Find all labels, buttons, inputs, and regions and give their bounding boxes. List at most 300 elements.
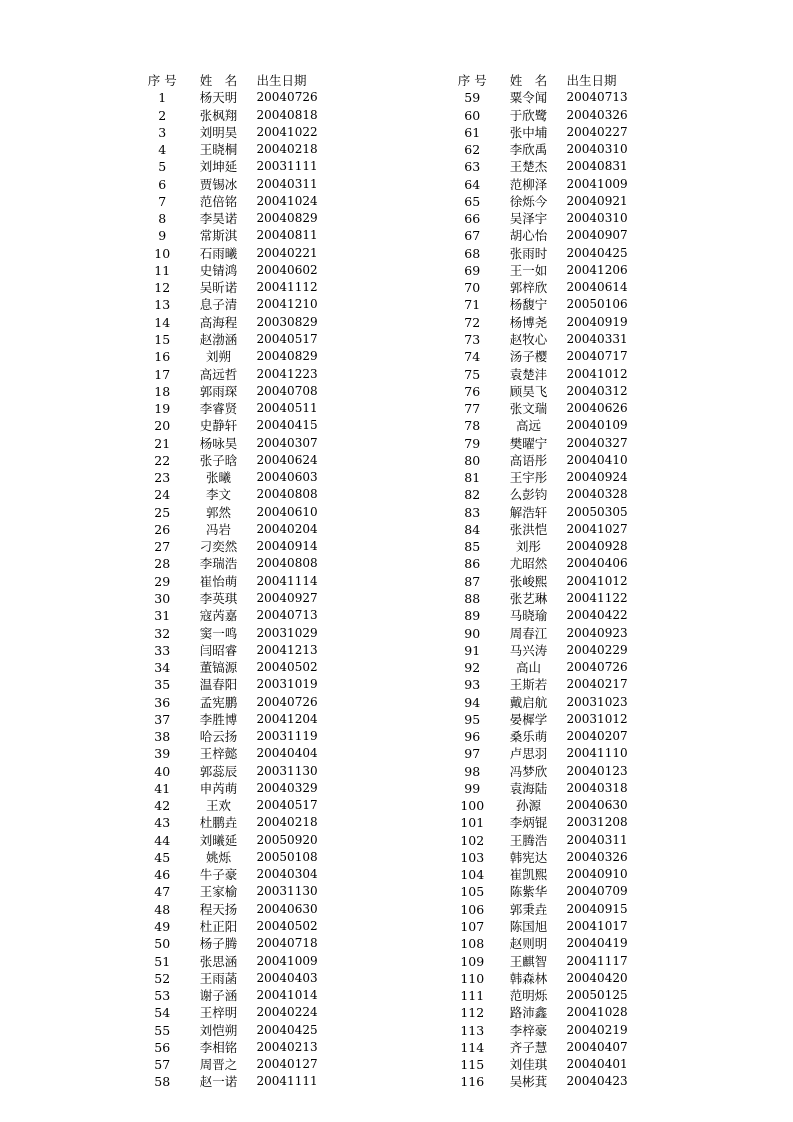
row-birthdate: 20031029	[256, 625, 318, 640]
row-number: 21	[154, 435, 171, 451]
row-birthdate: 20040420	[566, 970, 628, 985]
row-birthdate: 20040229	[566, 642, 628, 657]
row-number: 6	[158, 176, 167, 192]
table-row	[138, 1056, 338, 1073]
table-row	[138, 210, 338, 227]
row-name: 王宇彤	[509, 470, 548, 486]
row-number: 103	[460, 849, 485, 865]
row-number: 58	[154, 1074, 171, 1090]
row-birthdate: 20040726	[256, 694, 318, 709]
row-birthdate: 20041012	[566, 573, 628, 588]
row-birthdate: 20040331	[566, 331, 628, 346]
row-birthdate: 20041009	[256, 953, 318, 968]
row-number: 116	[460, 1074, 485, 1090]
row-number: 62	[464, 142, 481, 158]
row-name: 王晓桐	[199, 142, 238, 158]
row-name: 张思涵	[199, 953, 238, 969]
row-number: 115	[460, 1057, 485, 1073]
row-birthdate: 20040204	[256, 521, 318, 536]
row-name: 卢思羽	[509, 746, 548, 762]
row-birthdate: 20040224	[256, 1005, 318, 1020]
row-name: 赵则明	[509, 936, 548, 952]
row-number: 47	[154, 884, 171, 900]
row-name: 晏樨学	[509, 711, 548, 727]
row-name: 吴昕诺	[199, 280, 238, 296]
row-name: 冯梦欣	[509, 763, 548, 779]
row-name: 窦一鸣	[199, 625, 238, 641]
table-row	[138, 1073, 338, 1090]
row-birthdate: 20040329	[256, 780, 318, 795]
row-name: 郭蕊辰	[199, 763, 238, 779]
row-name: 陈紫华	[509, 884, 548, 900]
row-number: 76	[464, 383, 481, 399]
row-number: 45	[154, 849, 171, 865]
row-number: 53	[154, 988, 171, 1004]
row-name: 于欣鹭	[509, 107, 548, 123]
row-number: 107	[460, 919, 485, 935]
header-num: 序 号	[147, 73, 177, 88]
row-birthdate: 20040928	[566, 539, 628, 554]
table-row	[138, 797, 338, 814]
table-row	[138, 107, 338, 124]
row-number: 91	[464, 642, 481, 658]
row-number: 8	[158, 211, 167, 227]
row-birthdate: 20031130	[256, 884, 318, 899]
row-birthdate: 20040318	[566, 780, 628, 795]
row-birthdate: 20041117	[566, 953, 628, 968]
table-row	[138, 141, 338, 158]
row-name: 闫昭睿	[199, 642, 238, 658]
row-name: 吴泽宇	[509, 211, 548, 227]
table-row	[448, 521, 648, 538]
row-name: 胡心怡	[509, 228, 548, 244]
row-birthdate: 20040713	[256, 608, 318, 623]
row-name: 王腾浩	[509, 832, 548, 848]
table-row	[138, 814, 338, 831]
table-row	[138, 676, 338, 693]
row-name: 汤子樱	[509, 349, 548, 365]
row-birthdate: 20031023	[566, 694, 628, 709]
row-number: 88	[464, 590, 481, 606]
row-name: 张洪恺	[509, 521, 548, 537]
table-row	[138, 366, 338, 383]
row-birthdate: 20040923	[566, 625, 628, 640]
table-row	[448, 659, 648, 676]
table-row	[138, 504, 338, 521]
row-name: 杨天明	[199, 90, 238, 106]
row-birthdate: 20041114	[256, 573, 318, 588]
row-birthdate: 20041110	[566, 746, 628, 761]
row-name: 孟宪鹏	[199, 694, 238, 710]
row-birthdate: 20040410	[566, 452, 628, 467]
row-name: 周晋之	[199, 1057, 238, 1073]
table-row	[138, 866, 338, 883]
table-row	[138, 555, 338, 572]
header-num: 序 号	[457, 73, 487, 88]
left-column	[138, 72, 338, 1091]
row-birthdate: 20040304	[256, 867, 318, 882]
table-row	[138, 176, 338, 193]
row-number: 49	[154, 919, 171, 935]
row-name: 马兴涛	[509, 642, 548, 658]
table-row	[448, 728, 648, 745]
row-name: 王家榆	[199, 884, 238, 900]
row-name: 张曦	[206, 470, 232, 486]
table-row	[448, 435, 648, 452]
table-row	[448, 814, 648, 831]
table-row	[448, 210, 648, 227]
table-row	[448, 694, 648, 711]
row-number: 54	[154, 1005, 171, 1021]
row-number: 93	[464, 677, 481, 693]
row-birthdate: 20041009	[566, 176, 628, 191]
row-number: 95	[464, 711, 481, 727]
row-number: 20	[154, 418, 171, 434]
row-birthdate: 20040718	[256, 936, 318, 951]
row-name: 哈云扬	[199, 729, 238, 745]
row-name: 王麒智	[509, 953, 548, 969]
row-number: 106	[460, 901, 485, 917]
row-name: 李炳锟	[509, 815, 548, 831]
row-birthdate: 20040907	[566, 228, 628, 243]
row-birthdate: 20041024	[256, 193, 318, 208]
row-number: 99	[464, 780, 481, 796]
row-number: 38	[154, 729, 171, 745]
table-row	[138, 935, 338, 952]
row-name: 冯岩	[206, 521, 232, 537]
table-row	[448, 417, 648, 434]
row-number: 14	[154, 314, 171, 330]
row-number: 5	[158, 159, 167, 175]
row-number: 32	[154, 625, 171, 641]
row-birthdate: 20031119	[256, 729, 318, 744]
row-name: 张中埔	[509, 124, 548, 140]
row-number: 75	[464, 366, 481, 382]
row-birthdate: 20031111	[256, 159, 318, 174]
row-number: 112	[460, 1005, 485, 1021]
row-number: 81	[464, 470, 481, 486]
row-number: 68	[464, 245, 481, 261]
row-name: 顾昊飞	[509, 383, 548, 399]
table-row	[448, 158, 648, 175]
row-number: 56	[154, 1039, 171, 1055]
row-number: 85	[464, 539, 481, 555]
row-number: 26	[154, 521, 171, 537]
row-name: 周春江	[509, 625, 548, 641]
row-number: 9	[158, 228, 167, 244]
row-birthdate: 20040218	[256, 142, 318, 157]
row-number: 71	[464, 297, 481, 313]
row-birthdate: 20040831	[566, 159, 628, 174]
row-number: 44	[154, 832, 171, 848]
row-name: 温春阳	[199, 677, 238, 693]
row-birthdate: 20041012	[566, 366, 628, 381]
row-birthdate: 20041111	[256, 1074, 318, 1089]
header-row	[448, 72, 648, 89]
row-birthdate: 20040310	[566, 142, 628, 157]
table-row	[138, 348, 338, 365]
row-name: 石雨曦	[199, 245, 238, 261]
row-name: 赵渤涵	[199, 331, 238, 347]
row-birthdate: 20040919	[566, 314, 628, 329]
row-birthdate: 20040921	[566, 193, 628, 208]
table-row	[448, 279, 648, 296]
row-name: 牛子豪	[199, 867, 238, 883]
table-row	[448, 970, 648, 987]
table-row	[448, 452, 648, 469]
row-birthdate: 20041223	[256, 366, 318, 381]
row-number: 36	[154, 694, 171, 710]
row-birthdate: 20040407	[566, 1039, 628, 1054]
row-name: 赵牧心	[509, 331, 548, 347]
row-number: 77	[464, 401, 481, 417]
table-row	[138, 417, 338, 434]
table-row	[138, 435, 338, 452]
row-number: 4	[158, 142, 167, 158]
row-birthdate: 20040910	[566, 867, 628, 882]
row-number: 16	[154, 349, 171, 365]
row-name: 姚烁	[206, 849, 232, 865]
row-birthdate: 20040511	[256, 401, 318, 416]
row-number: 73	[464, 331, 481, 347]
row-name: 王一如	[509, 262, 548, 278]
row-birthdate: 20040415	[256, 418, 318, 433]
row-birthdate: 20040630	[256, 901, 318, 916]
row-birthdate: 20040610	[256, 504, 318, 519]
row-name: 马晓瑜	[509, 608, 548, 624]
row-name: 刘佳琪	[509, 1057, 548, 1073]
table-row	[448, 124, 648, 141]
row-number: 60	[464, 107, 481, 123]
table-row	[138, 918, 338, 935]
header-date: 出生日期	[256, 73, 307, 88]
row-number: 86	[464, 556, 481, 572]
row-name: 张峻熙	[509, 573, 548, 589]
row-birthdate: 20041213	[256, 642, 318, 657]
row-birthdate: 20040517	[256, 798, 318, 813]
row-number: 3	[158, 124, 167, 140]
table-row	[448, 176, 648, 193]
table-row	[448, 1056, 648, 1073]
row-birthdate: 20040127	[256, 1057, 318, 1072]
row-name: 郭雨琛	[199, 383, 238, 399]
table-row	[448, 504, 648, 521]
row-number: 28	[154, 556, 171, 572]
row-birthdate: 20040218	[256, 815, 318, 830]
table-row	[448, 642, 648, 659]
table-row	[138, 832, 338, 849]
row-name: 李英琪	[199, 590, 238, 606]
row-number: 12	[154, 280, 171, 296]
row-name: 袁楚沣	[509, 366, 548, 382]
table-row	[448, 538, 648, 555]
row-name: 么彭钧	[509, 487, 548, 503]
row-name: 吴彬萁	[509, 1074, 548, 1090]
row-name: 程天扬	[199, 901, 238, 917]
row-name: 崔凯熙	[509, 867, 548, 883]
row-birthdate: 20040626	[566, 401, 628, 416]
row-number: 108	[460, 936, 485, 952]
row-number: 84	[464, 521, 481, 537]
row-name: 王欢	[206, 798, 232, 814]
row-number: 41	[154, 780, 171, 796]
table-row	[448, 296, 648, 313]
table-row	[138, 849, 338, 866]
table-row	[138, 642, 338, 659]
row-number: 15	[154, 331, 171, 347]
table-row	[448, 141, 648, 158]
table-row	[448, 383, 648, 400]
row-name: 李欣禹	[509, 142, 548, 158]
table-row	[138, 89, 338, 106]
row-birthdate: 20040328	[566, 487, 628, 502]
row-number: 109	[460, 953, 485, 969]
row-number: 2	[158, 107, 167, 123]
table-row	[448, 89, 648, 106]
row-name: 高海程	[199, 314, 238, 330]
table-row	[138, 625, 338, 642]
row-number: 61	[464, 124, 481, 140]
table-row	[448, 107, 648, 124]
row-number: 102	[460, 832, 485, 848]
row-name: 戴启航	[509, 694, 548, 710]
row-name: 寇芮嘉	[199, 608, 238, 624]
table-row	[448, 953, 648, 970]
row-number: 101	[460, 815, 485, 831]
row-birthdate: 20040227	[566, 124, 628, 139]
row-name: 桑乐萌	[509, 729, 548, 745]
row-number: 72	[464, 314, 481, 330]
table-row	[138, 383, 338, 400]
table-row	[448, 400, 648, 417]
row-name: 李昊诺	[199, 211, 238, 227]
row-name: 范明烁	[509, 988, 548, 1004]
row-name: 刘恺朔	[199, 1022, 238, 1038]
row-name: 刘坤延	[199, 159, 238, 175]
table-row	[138, 763, 338, 780]
row-birthdate: 20040717	[566, 349, 628, 364]
table-row	[138, 590, 338, 607]
row-birthdate: 20031130	[256, 763, 318, 778]
row-birthdate: 20040818	[256, 107, 318, 122]
table-row	[138, 901, 338, 918]
row-birthdate: 20040726	[566, 660, 628, 675]
table-row	[448, 486, 648, 503]
row-birthdate: 20040213	[256, 1039, 318, 1054]
row-birthdate: 20031012	[566, 711, 628, 726]
row-name: 张枫翔	[199, 107, 238, 123]
row-birthdate: 20040602	[256, 262, 318, 277]
header-date: 出生日期	[566, 73, 617, 88]
table-row	[138, 538, 338, 555]
row-number: 105	[460, 884, 485, 900]
table-row	[138, 1022, 338, 1039]
row-birthdate: 20040630	[566, 798, 628, 813]
table-row	[448, 849, 648, 866]
table-row	[138, 573, 338, 590]
row-birthdate: 20050106	[566, 297, 628, 312]
row-name: 解浩轩	[509, 504, 548, 520]
row-birthdate: 20040307	[256, 435, 318, 450]
row-birthdate: 20030829	[256, 314, 318, 329]
row-name: 刘朔	[206, 349, 232, 365]
row-name: 董镐源	[199, 660, 238, 676]
row-number: 24	[154, 487, 171, 503]
row-name: 杨博尧	[509, 314, 548, 330]
row-birthdate: 20040927	[256, 590, 318, 605]
row-number: 19	[154, 401, 171, 417]
table-row	[448, 348, 648, 365]
row-birthdate: 20040603	[256, 470, 318, 485]
row-name: 高远哲	[199, 366, 238, 382]
row-number: 51	[154, 953, 171, 969]
table-row	[448, 745, 648, 762]
row-birthdate: 20040808	[256, 556, 318, 571]
table-row	[138, 987, 338, 1004]
table-row	[448, 590, 648, 607]
row-number: 80	[464, 452, 481, 468]
table-row	[138, 331, 338, 348]
table-row	[448, 780, 648, 797]
row-name: 范倍铭	[199, 193, 238, 209]
row-birthdate: 20040502	[256, 660, 318, 675]
row-number: 10	[154, 245, 171, 261]
table-row	[138, 469, 338, 486]
table-row	[138, 694, 338, 711]
table-row	[448, 1039, 648, 1056]
table-row	[448, 797, 648, 814]
row-name: 高山	[516, 660, 542, 676]
row-birthdate: 20040502	[256, 919, 318, 934]
row-name: 李睿贤	[199, 401, 238, 417]
row-number: 79	[464, 435, 481, 451]
table-row	[448, 262, 648, 279]
row-number: 90	[464, 625, 481, 641]
row-birthdate: 20041122	[566, 590, 628, 605]
row-name: 息子清	[199, 297, 238, 313]
row-name: 张艺琳	[509, 590, 548, 606]
table-row	[138, 953, 338, 970]
table-row	[138, 158, 338, 175]
row-name: 袁海陆	[509, 780, 548, 796]
row-birthdate: 20040326	[566, 107, 628, 122]
row-number: 30	[154, 590, 171, 606]
row-name: 李相铭	[199, 1039, 238, 1055]
table-row	[448, 1022, 648, 1039]
table-row	[138, 521, 338, 538]
table-row	[138, 124, 338, 141]
row-name: 常斯淇	[199, 228, 238, 244]
row-name: 杜鹏垚	[199, 815, 238, 831]
row-name: 李瑞浩	[199, 556, 238, 572]
table-row	[448, 573, 648, 590]
row-birthdate: 20040312	[566, 383, 628, 398]
row-birthdate: 20040207	[566, 729, 628, 744]
row-number: 70	[464, 280, 481, 296]
table-row	[138, 279, 338, 296]
table-row	[448, 469, 648, 486]
table-row	[138, 486, 338, 503]
table-row	[138, 227, 338, 244]
row-name: 史锖鸿	[199, 262, 238, 278]
row-number: 96	[464, 729, 481, 745]
table-row	[448, 987, 648, 1004]
row-name: 尤昭然	[509, 556, 548, 572]
row-number: 39	[154, 746, 171, 762]
table-row	[138, 1039, 338, 1056]
row-birthdate: 20041027	[566, 521, 628, 536]
row-birthdate: 20040422	[566, 608, 628, 623]
